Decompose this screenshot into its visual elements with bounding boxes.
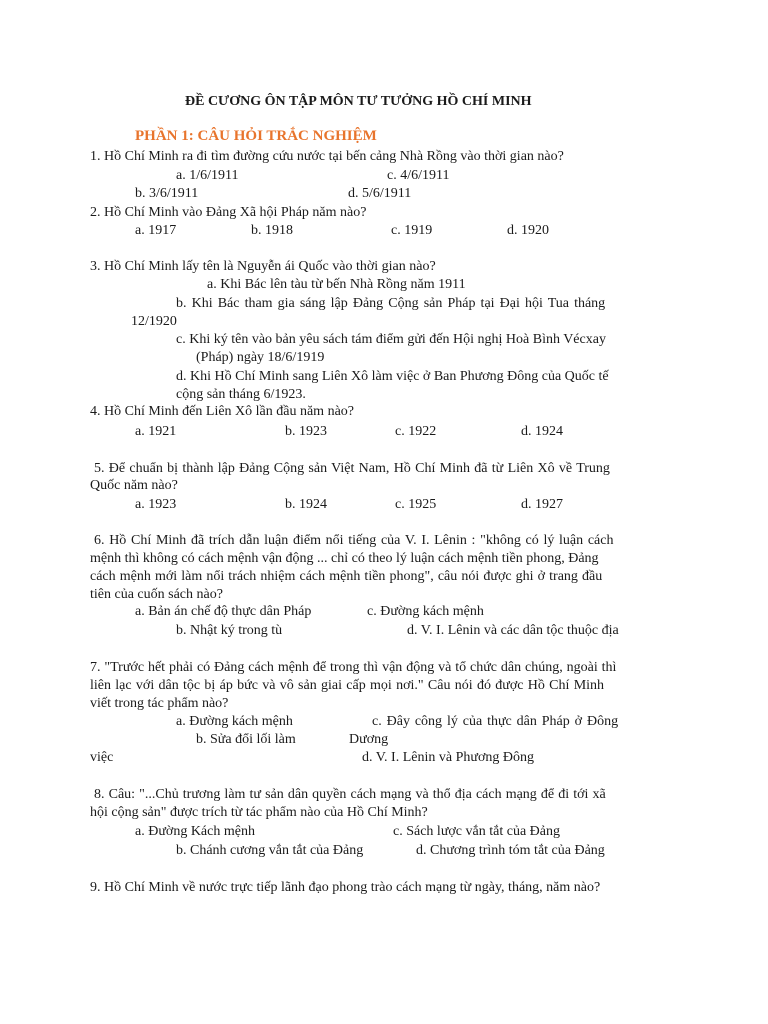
question-1-option-a: a. 1/6/1911 (176, 168, 239, 183)
question-5-option-b: b. 1924 (285, 497, 327, 512)
question-9: 9. Hồ Chí Minh về nước trực tiếp lãnh đạo phong trào cách mạng từ ngày, tháng, năm nào? (90, 880, 601, 895)
question-8: 8. Câu: "...Chủ trương làm tư sản dân quyền cách mạng và thổ địa cách mạng để đi tới xã (94, 787, 606, 802)
question-6-option-b: b. Nhật ký trong tù (176, 623, 283, 638)
question-1-option-b: b. 3/6/1911 (135, 186, 199, 201)
question-8-option-b: b. Chánh cương vắn tắt của Đảng (176, 843, 364, 858)
question-2-option-c: c. 1919 (391, 223, 433, 238)
question-5: 5. Để chuẩn bị thành lập Đảng Cộng sản Việt Nam, Hồ Chí Minh đã từ Liên Xô về Trung (94, 461, 610, 476)
question-1: 1. Hồ Chí Minh ra đi tìm đường cứu nước tại bến cảng Nhà Rồng vào thời gian nào? (90, 149, 564, 164)
question-5-cont: Quốc năm nào? (90, 478, 178, 493)
question-4-option-c: c. 1922 (395, 424, 437, 439)
question-7-option-c-cont: Dương (349, 732, 389, 747)
question-6-line-4: tiên của cuốn sách nào? (90, 587, 223, 602)
question-7-option-b-cont: việc (90, 750, 114, 765)
document-title: ĐỀ CƯƠNG ÔN TẬP MÔN TƯ TƯỞNG HỒ CHÍ MINH (185, 94, 532, 109)
question-3-option-c-cont: (Pháp) ngày 18/6/1919 (196, 350, 325, 365)
question-7-option-b: b. Sửa đổi lối làm (196, 732, 296, 747)
question-3-option-b: b. Khi Bác tham gia sáng lập Đảng Cộng sản Pháp tại Đại hội Tua tháng (176, 296, 606, 311)
question-1-option-d: d. 5/6/1911 (348, 186, 412, 201)
question-4: 4. Hồ Chí Minh đến Liên Xô lần đầu năm nào? (90, 404, 355, 419)
question-8-option-d: d. Chương trình tóm tắt của Đảng (416, 843, 605, 858)
question-8-option-c: c. Sách lược vắn tắt của Đảng (393, 824, 560, 839)
question-4-option-b: b. 1923 (285, 424, 327, 439)
question-8-option-a: a. Đường Kách mệnh (135, 824, 255, 839)
question-2-option-a: a. 1917 (135, 223, 177, 238)
question-7: 7. "Trước hết phải có Đảng cách mệnh để trong thì vận động và tổ chức dân chúng, ngoài thì (90, 660, 617, 675)
question-3-option-c: c. Khi ký tên vào bản yêu sách tám điểm gửi đến Hội nghị Hoà Bình Vécxay (176, 332, 606, 347)
question-8-cont: hội cộng sản" được trích từ tác phẩm nào của Hồ Chí Minh? (90, 805, 428, 820)
question-3-option-d-cont: cộng sản tháng 6/1923. (176, 387, 306, 402)
question-7-option-c: c. Đây công lý của thực dân Pháp ở Đông (372, 714, 619, 729)
question-6-line-3: cách mệnh mới làm nổi trách nhiệm cách mệnh tiền phong", câu nói được ghi ở trang đầu (90, 569, 603, 584)
question-3-option-d: d. Khi Hồ Chí Minh sang Liên Xô làm việc ở Ban Phương Đông của Quốc tế (176, 369, 609, 384)
question-6-option-a: a. Bản án chế độ thực dân Pháp (135, 604, 312, 619)
question-6-line-2: mệnh thì không có cách mệnh vận động ... chỉ có theo lý luận cách mệnh tiền phong, Đảng (90, 551, 599, 566)
question-3-option-b-cont: 12/1920 (131, 314, 177, 329)
question-3-option-a: a. Khi Bác lên tàu từ bến Nhà Rồng năm 1911 (207, 277, 466, 292)
question-4-option-d: d. 1924 (521, 424, 563, 439)
section-heading: PHẦN 1: CÂU HỎI TRẮC NGHIỆM (135, 128, 377, 144)
question-6: 6. Hồ Chí Minh đã trích dẫn luận điểm nổi tiếng của V. I. Lênin : "không có lý luận cách (94, 533, 614, 548)
question-6-option-d: d. V. I. Lênin và các dân tộc thuộc địa (407, 623, 619, 638)
question-1-option-c: c. 4/6/1911 (387, 168, 450, 183)
question-4-option-a: a. 1921 (135, 424, 177, 439)
question-3: 3. Hồ Chí Minh lấy tên là Nguyễn ái Quốc vào thời gian nào? (90, 259, 436, 274)
question-7-option-d: d. V. I. Lênin và Phương Đông (362, 750, 534, 765)
question-2-option-d: d. 1920 (507, 223, 549, 238)
question-5-option-a: a. 1923 (135, 497, 177, 512)
question-2: 2. Hồ Chí Minh vào Đảng Xã hội Pháp năm nào? (90, 205, 367, 220)
question-5-option-d: d. 1927 (521, 497, 563, 512)
question-6-option-c: c. Đường kách mệnh (367, 604, 484, 619)
question-7-option-a: a. Đường kách mệnh (176, 714, 293, 729)
question-7-line-2: liên lạc với dân tộc bị áp bức và vô sản giai cấp mọi nơi." Câu nói đó được Hồ Chí Minh (90, 678, 605, 693)
question-7-line-3: viết trong tác phẩm nào? (90, 696, 229, 711)
question-5-option-c: c. 1925 (395, 497, 437, 512)
question-2-option-b: b. 1918 (251, 223, 293, 238)
